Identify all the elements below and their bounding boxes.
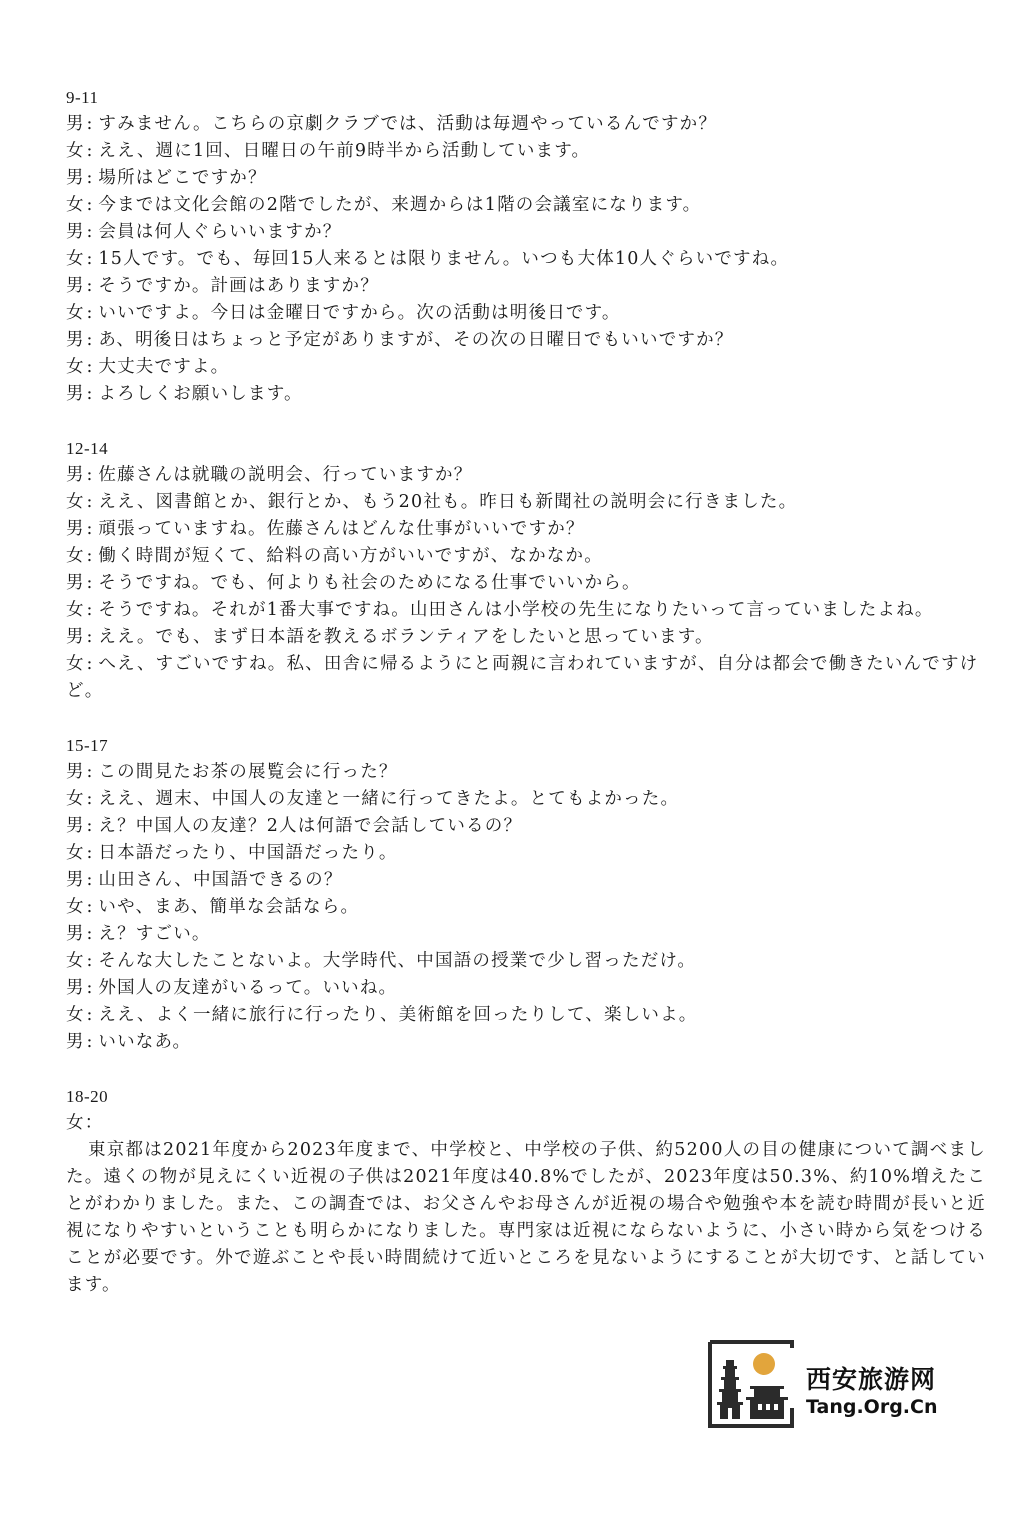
speaker-separator: : <box>86 168 93 188</box>
speaker-separator: : <box>86 627 93 647</box>
speaker-separator: : <box>86 276 93 296</box>
speaker-separator: : <box>86 789 93 809</box>
speaker-label: 女 <box>66 789 84 809</box>
utterance-text: いいですよ。今日は金曜日ですから。次の活動は明後日です。 <box>98 303 621 323</box>
speaker-label: 女 <box>66 654 84 674</box>
dialogue-line <box>66 813 986 840</box>
utterance-text: ええ、週に1回、日曜日の午前9時半から活動しています。 <box>98 141 591 161</box>
utterance-text: そうですね。それが1番大事ですね。山田さんは小学校の先生になりたいって言っていましたよね。 <box>98 600 934 620</box>
monologue-speaker: 女： <box>66 1113 104 1133</box>
speaker-separator: : <box>86 897 93 917</box>
speaker-label: 女 <box>66 600 84 620</box>
dialogue-line <box>66 759 986 786</box>
speaker-label: 女 <box>66 897 84 917</box>
speaker-separator: : <box>86 465 93 485</box>
dialogue-line <box>66 894 986 921</box>
speaker-label: 男 <box>66 168 84 188</box>
utterance-text: 佐藤さんは就職の説明会、行っていますか？ <box>98 465 473 485</box>
speaker-separator: : <box>86 222 93 242</box>
speaker-separator: : <box>86 249 93 269</box>
watermark-logo <box>706 1338 956 1438</box>
utterance-text: へえ、すごいですね。私、田舎に帰るようにと両親に言われていますが、自分は都会で働きたいんですけど。 <box>66 654 979 701</box>
dialogue-line <box>66 624 986 651</box>
utterance-text: 会員は何人ぐらいいますか？ <box>98 222 342 242</box>
utterance-text: すみません。こちらの京劇クラブでは、活動は毎週やっているんですか？ <box>98 114 718 134</box>
dialogue-line <box>66 273 986 300</box>
utterance-text: 今までは文化会館の2階でしたが、来週からは1階の会議室になります。 <box>98 195 702 215</box>
speaker-separator: : <box>86 600 93 620</box>
dialogue-line <box>66 138 986 165</box>
speaker-label: 女 <box>66 141 84 161</box>
speaker-label: 男 <box>66 924 84 944</box>
utterance-text: いいなあ。 <box>98 1032 192 1052</box>
speaker-label: 男 <box>66 276 84 296</box>
watermark-url: Tang.Org.Cn <box>806 1396 938 1418</box>
speaker-separator: : <box>86 303 93 323</box>
dialogue-line <box>66 354 986 381</box>
speaker-separator: : <box>86 519 93 539</box>
dialogue-line <box>66 462 986 489</box>
speaker-label: 男 <box>66 627 84 647</box>
utterance-text: 働く時間が短くて、給料の高い方がいいですが、なかなか。 <box>98 546 603 566</box>
speaker-label: 男 <box>66 222 84 242</box>
speaker-label: 男 <box>66 573 84 593</box>
dialogue-line <box>66 516 986 543</box>
utterance-text: 場所はどこですか？ <box>98 168 267 188</box>
dialogue-line <box>66 192 986 219</box>
dialogue-line <box>66 975 986 1002</box>
utterance-text: そうですか。計画はありますか？ <box>98 276 379 296</box>
dialogue-line <box>66 300 986 327</box>
dialogue-section <box>66 732 986 1056</box>
watermark-title: 西安旅游网 <box>806 1365 937 1394</box>
speaker-separator: : <box>86 114 93 134</box>
dialogue-line <box>66 921 986 948</box>
utterance-text: え？すごい。 <box>98 924 211 944</box>
dialogue-line <box>66 489 986 516</box>
dialogue-line <box>66 786 986 813</box>
utterance-text: ええ、週末、中国人の友達と一緒に行ってきたよ。とてもよかった。 <box>98 789 680 809</box>
speaker-separator: : <box>86 384 93 404</box>
speaker-label: 男 <box>66 114 84 134</box>
speaker-label: 女 <box>66 492 84 512</box>
speaker-label: 男 <box>66 519 84 539</box>
monologue-text: 東京都は2021年度から2023年度まで、中学校と、中学校の子供、約5200人の目の健康について調べました。遠くの物が見えにくい近視の子供は2021年度は40.8%でしたが、2023年度は50.3%、約10%増えたことがわかりました。また、この調査では、お父さんやお母さんが近視の場合や勉強や本を読む時間が長いと近視になりやすいということも明らかになりました。専門家は近視にならないように、小さい時から気をつけることが必要です。外で遊ぶことや長い時間続けて近いところを見ないようにすることが大切です、と話しています。 <box>66 1140 986 1295</box>
dialogue-line <box>66 327 986 354</box>
utterance-text: あ、明後日はちょっと予定がありますが、その次の日曜日でもいいですか？ <box>98 330 734 350</box>
speaker-separator: : <box>86 951 93 971</box>
dialogue-line <box>66 1002 986 1029</box>
utterance-text: そんな大したことないよ。大学時代、中国語の授業で少し習っただけ。 <box>98 951 697 971</box>
dialogue-section <box>66 84 986 408</box>
speaker-separator: : <box>86 978 93 998</box>
speaker-label: 女 <box>66 249 84 269</box>
utterance-text: ええ、よく一緒に旅行に行ったり、美術館を回ったりして、楽しいよ。 <box>98 1005 698 1025</box>
utterance-text: 外国人の友達がいるって。いいね。 <box>98 978 398 998</box>
dialogue-line <box>66 867 986 894</box>
monologue-section <box>66 1083 986 1299</box>
utterance-text: 日本語だったり、中国語だったり。 <box>98 843 398 863</box>
dialogue-line <box>66 111 986 138</box>
speaker-label: 男 <box>66 762 84 782</box>
dialogue-line <box>66 840 986 867</box>
speaker-label: 女 <box>66 843 84 863</box>
speaker-label: 男 <box>66 978 84 998</box>
utterance-text: 15人です。でも、毎回15人来るとは限りません。いつも大体10人ぐらいですね。 <box>98 249 790 269</box>
section-number: 15-17 <box>66 736 109 755</box>
speaker-label: 男 <box>66 384 84 404</box>
speaker-separator: : <box>86 762 93 782</box>
utterance-text: そうですね。でも、何よりも社会のためになる仕事でいいから。 <box>98 573 641 593</box>
dialogue-section <box>66 435 986 705</box>
speaker-separator: : <box>86 357 93 377</box>
utterance-text: 大丈夫ですよ。 <box>98 357 230 377</box>
section-number: 12-14 <box>66 439 109 458</box>
utterance-text: 山田さん、中国語できるの？ <box>98 870 343 890</box>
speaker-separator: : <box>86 816 93 836</box>
utterance-text: え？中国人の友達？2人は何語で会話しているの？ <box>98 816 523 836</box>
speaker-label: 男 <box>66 330 84 350</box>
speaker-label: 女 <box>66 1005 84 1025</box>
dialogue-line <box>66 1029 986 1056</box>
speaker-label: 男 <box>66 1032 84 1052</box>
dialogue-line <box>66 570 986 597</box>
document-page <box>66 84 986 1326</box>
speaker-label: 女 <box>66 195 84 215</box>
speaker-label: 女 <box>66 951 84 971</box>
speaker-separator: : <box>86 492 93 512</box>
pagoda-logo-icon <box>706 1338 798 1430</box>
speaker-separator: : <box>86 573 93 593</box>
speaker-separator: : <box>86 843 93 863</box>
utterance-text: ええ。でも、まず日本語を教えるボランティアをしたいと思っています。 <box>98 627 714 647</box>
speaker-separator: : <box>86 1032 93 1052</box>
dialogue-line <box>66 597 986 624</box>
speaker-label: 男 <box>66 816 84 836</box>
dialogue-line <box>66 246 986 273</box>
speaker-separator: : <box>86 870 93 890</box>
section-number: 9-11 <box>66 88 99 107</box>
dialogue-line <box>66 651 986 705</box>
utterance-text: 頑張っていますね。佐藤さんはどんな仕事がいいですか？ <box>98 519 585 539</box>
utterance-text: この間見たお茶の展覧会に行った？ <box>98 762 398 782</box>
dialogue-line <box>66 381 986 408</box>
speaker-separator: : <box>86 654 93 674</box>
speaker-label: 女 <box>66 303 84 323</box>
dialogue-sections <box>66 84 986 1056</box>
speaker-separator: : <box>86 924 93 944</box>
speaker-separator: : <box>86 141 93 161</box>
utterance-text: よろしくお願いします。 <box>98 384 303 404</box>
speaker-separator: : <box>86 330 93 350</box>
dialogue-line <box>66 543 986 570</box>
speaker-separator: : <box>86 1005 93 1025</box>
speaker-label: 男 <box>66 870 84 890</box>
speaker-label: 女 <box>66 357 84 377</box>
dialogue-line <box>66 948 986 975</box>
dialogue-line <box>66 219 986 246</box>
speaker-label: 男 <box>66 465 84 485</box>
utterance-text: いや、まあ、簡単な会話なら。 <box>98 897 360 917</box>
speaker-separator: : <box>86 546 93 566</box>
dialogue-line <box>66 165 986 192</box>
speaker-label: 女 <box>66 546 84 566</box>
section-number: 18-20 <box>66 1087 109 1106</box>
speaker-separator: : <box>86 195 93 215</box>
utterance-text: ええ、図書館とか、銀行とか、もう20社も。昨日も新聞社の説明会に行きました。 <box>98 492 798 512</box>
